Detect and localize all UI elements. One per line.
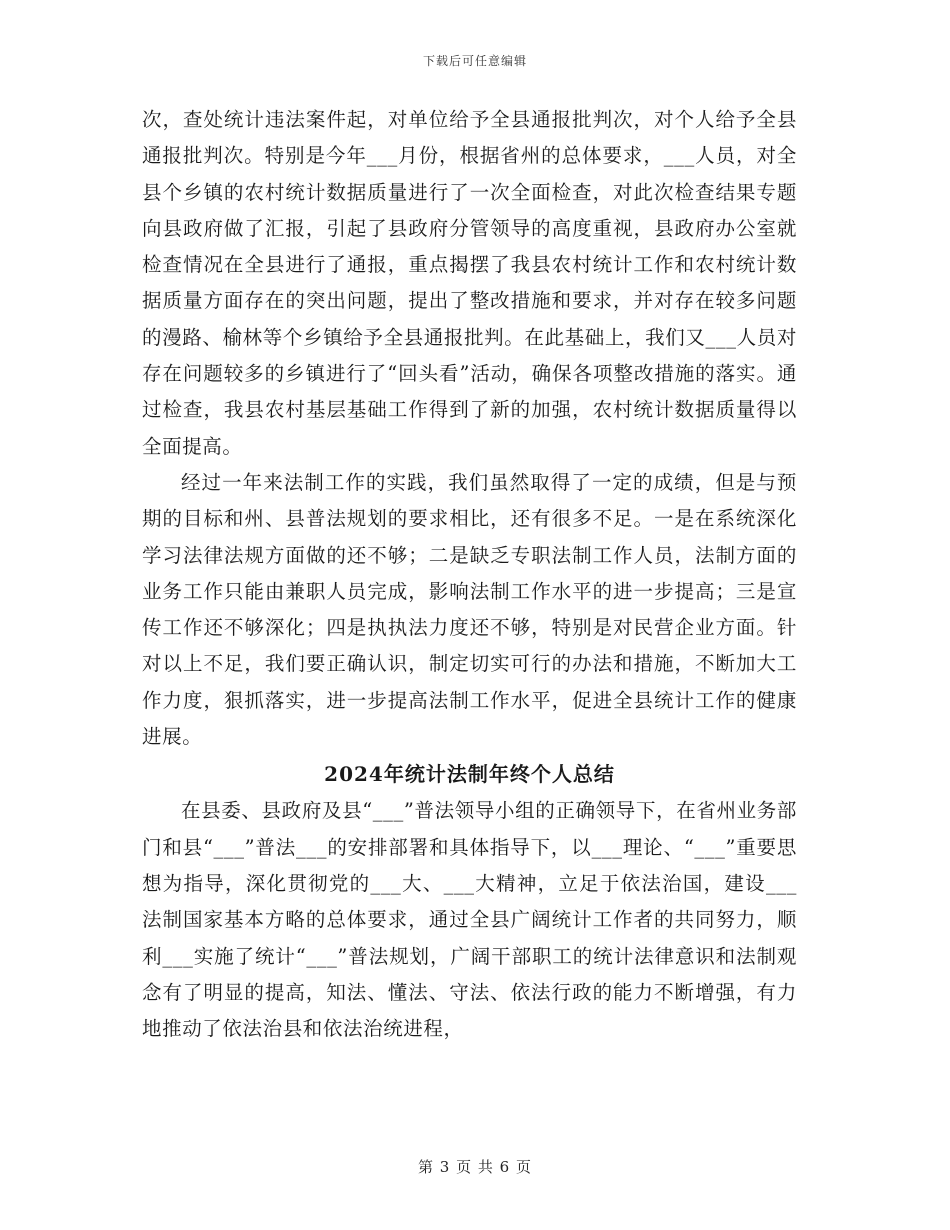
page-header: 下载后可任意编辑 (422, 54, 527, 68)
paragraph-inspection-results: 次，查处统计违法案件起，对单位给予全县通报批判次，对个人给予全县通报批判次。特别是今年___月份，根据省州的总体要求，___人员，对全县个乡镇的农村统计数据质量进行了一次全面检查，对此次检查结果专题向县政府做了汇报，引起了县政府分管领导的高度重视，县政府办公室就检查情况在全县进行了通报，重点揭摆了我县农村统计工作和农村统计数据质量方面存在的突出问题，提出了整改措施和要求，并对存在较多问题的漫路、榆林等个乡镇给予全县通报批判。在此基础上，我们又___人员对存在问题较多的乡镇进行了“回头看”活动，确保各项整改措施的落实。通过检查，我县农村基层基础工作得到了新的加强，农村统计数据质量得以全面提高。 (142, 108, 797, 458)
section-title: 2024年统计法制年终个人总结 (324, 762, 615, 787)
page-number: 第 3 页 共 6 页 (418, 1158, 532, 1176)
paragraph-shortcomings: 经过一年来法制工作的实践，我们虽然取得了一定的成绩，但是与预期的目标和州、县普法规划的要求相比，还有很多不足。一是在系统深化学习法律法规方面做的还不够；二是缺乏专职法制工作人员，法制方面的业务工作只能由兼职人员完成，影响法制工作水平的进一步提高；三是宣传工作还不够深化；四是执执法力度还不够，特别是对民营企业方面。针对以上不足，我们要正确认识，制定切实可行的办法和措施，不断加大工作力度，狠抓落实，进一步提高法制工作水平，促进全县统计工作的健康进展。 (142, 470, 797, 749)
paragraph-summary-intro: 在县委、县政府及县“___”普法领导小组的正确领导下，在省州业务部门和县“___”普法___的安排部署和具体指导下，以___理论、“___”重要思想为指导，深化贯彻党的___大、___大精神，立足于依法治国，建设___法制国家基本方略的总体要求，通过全县广阔统计工作者的共同努力，顺利___实施了统计“___”普法规划，广阔干部职工的统计法律意识和法制观念有了明显的提高，知法、懂法、守法、依法行政的能力不断增强，有力地推动了依法治县和依法治统进程， (142, 799, 797, 1041)
document-body (142, 102, 797, 1047)
